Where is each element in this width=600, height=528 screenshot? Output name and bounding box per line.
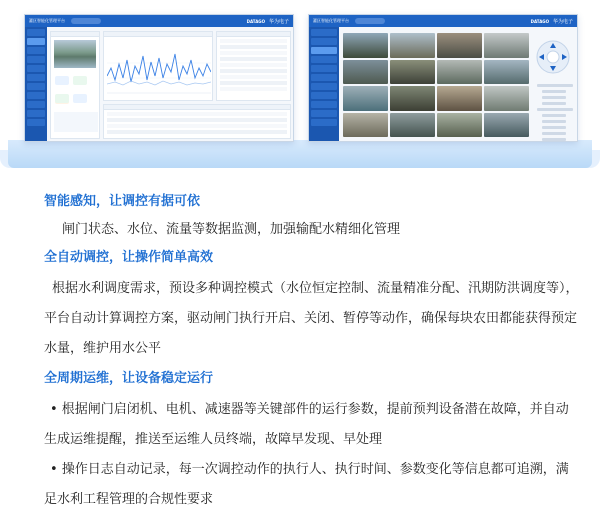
heading-lifecycle-ops: 全周期运维，让设备稳定运行 xyxy=(44,371,214,386)
video-thumb[interactable] xyxy=(343,60,388,85)
glow-platform xyxy=(8,140,592,168)
brand-cn: 华为电子 xyxy=(268,18,289,25)
topbar-pill xyxy=(355,18,385,24)
video-thumb[interactable] xyxy=(437,113,482,138)
video-thumb[interactable] xyxy=(343,33,388,58)
body-line: 足水利工程管理的合规性要求 xyxy=(44,492,214,507)
video-thumb[interactable] xyxy=(484,86,529,111)
body-line: 水量，维护用水公平 xyxy=(44,341,162,356)
site-panel xyxy=(50,31,100,139)
body-line: 生成运维提醒，推送至运维人员终端，故障早发现、早处理 xyxy=(44,432,383,447)
video-thumb[interactable] xyxy=(343,86,388,111)
device-tree xyxy=(533,81,573,139)
video-monitor-screenshot xyxy=(308,14,578,142)
dashboard-sidebar xyxy=(25,27,47,141)
brand-cn: 华为电子 xyxy=(552,18,573,25)
heading-auto-control: 全自动调控，让操作简单高效 xyxy=(44,250,214,265)
flow-chart-panel xyxy=(103,31,213,101)
body-line: • 操作日志自动记录，每一次调控动作的执行人、执行时间、参数变化等信息都可追溯，满 xyxy=(50,462,569,477)
monitor-sidebar xyxy=(309,27,339,141)
video-thumb[interactable] xyxy=(390,113,435,138)
video-thumb[interactable] xyxy=(437,33,482,58)
video-thumb[interactable] xyxy=(484,60,529,85)
topbar-pill xyxy=(71,18,101,24)
data-table-top xyxy=(216,31,291,101)
body-line: 闸门状态、水位、流量等数据监测，加强输配水精细化管理 xyxy=(62,222,401,237)
video-grid xyxy=(343,33,529,137)
body-line: 根据水利调度需求，预设多种调控模式（水位恒定控制、流量精准分配、汛期防洪调度等）， xyxy=(52,281,579,296)
video-thumb[interactable] xyxy=(437,86,482,111)
video-thumb[interactable] xyxy=(437,60,482,85)
data-table-bottom xyxy=(103,104,291,139)
monitor-topbar xyxy=(309,15,577,27)
flow-line-chart xyxy=(107,38,211,99)
ptz-control-icon[interactable] xyxy=(535,39,571,75)
video-thumb[interactable] xyxy=(390,60,435,85)
video-thumb[interactable] xyxy=(390,33,435,58)
brand-logo: DATAGO xyxy=(530,18,549,24)
body-line: • 根据闸门启闭机、电机、减速器等关键部件的运行参数，提前预判设备潜在故障，并自动 xyxy=(50,402,569,417)
brand-logo: DATAGO xyxy=(246,18,265,24)
dashboard-screenshot xyxy=(24,14,294,142)
video-thumb[interactable] xyxy=(343,113,388,138)
dashboard-topbar xyxy=(25,15,293,27)
video-thumb[interactable] xyxy=(484,113,529,138)
body-line: 平台自动计算调控方案，驱动闸门执行开启、关闭、暂停等动作，确保每块农田都能获得预定 xyxy=(44,311,578,326)
river-photo xyxy=(54,40,96,68)
screenshot-band xyxy=(0,0,600,168)
heading-smart-sensing: 智能感知，让调控有据可依 xyxy=(44,194,201,209)
video-thumb[interactable] xyxy=(390,86,435,111)
app-title: 灌区智能化管理平台 xyxy=(29,18,65,23)
app-title: 灌区智能化管理平台 xyxy=(313,18,349,23)
video-thumb[interactable] xyxy=(484,33,529,58)
